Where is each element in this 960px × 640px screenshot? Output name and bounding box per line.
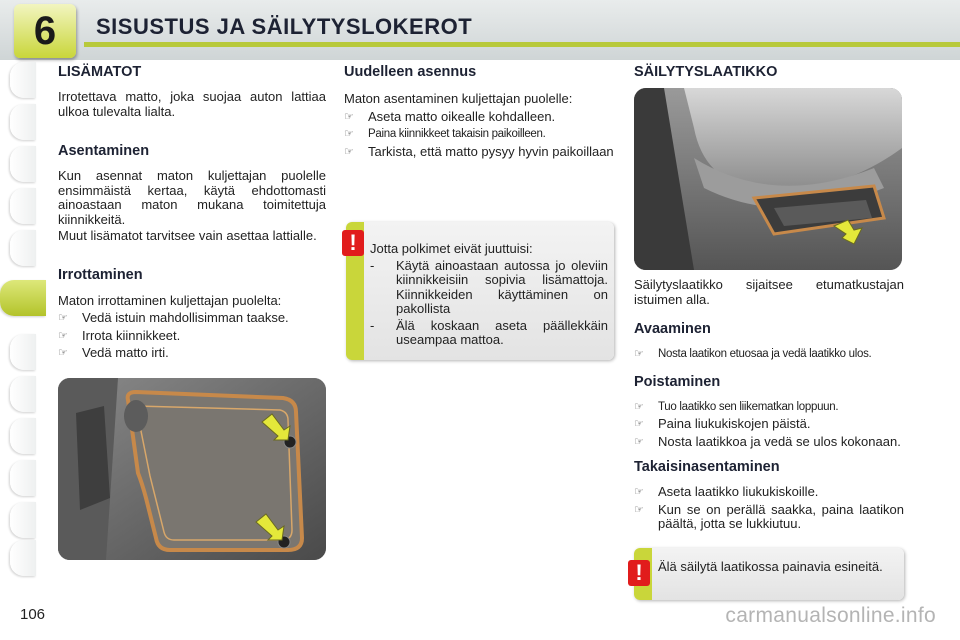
subsection-title-refitting-drawer: Takaisinasentaminen (634, 459, 780, 475)
list-item (58, 329, 326, 344)
list-item (634, 435, 904, 450)
storage-drawer-photo (634, 88, 902, 270)
list-item (370, 319, 608, 348)
install-text-2: Muut lisämatot tarvitsee vain asettaa lattialle. (58, 228, 317, 243)
pointing-hand-icon: ☞ (634, 400, 644, 413)
pointing-hand-icon: ☞ (344, 110, 354, 123)
pointing-hand-icon: ☞ (634, 418, 644, 430)
step-text: Vedä matto irti. (82, 345, 169, 360)
chapter-tab[interactable] (10, 502, 36, 538)
step-text: Nosta laatikkoa ja vedä se ulos kokonaan. (658, 433, 901, 449)
list-item (634, 417, 904, 432)
list-item (58, 346, 326, 361)
header-accent-line (84, 42, 960, 47)
step-text: Tuo laatikko sen liikematkan loppuun. (658, 400, 839, 413)
pedal-warning-box (346, 222, 614, 360)
chapter-tab[interactable] (10, 460, 36, 496)
list-item (634, 485, 904, 500)
storage-drawer-intro: Säilytyslaatikko sijaitsee etumatkustajan istuimen alla. (634, 277, 904, 307)
pointing-hand-icon: ☞ (58, 329, 68, 342)
dash-marker: - (370, 257, 375, 273)
section-title-storage-drawer: SÄILYTYSLAATIKKO (634, 64, 778, 80)
floor-mat-illustration (58, 378, 326, 560)
list-item (370, 259, 608, 317)
list-item (634, 503, 904, 532)
step-text: Nosta laatikon etuosaa ja vedä laatikko ulos. (658, 348, 872, 360)
chapter-tab-active[interactable] (0, 280, 46, 316)
pointing-hand-icon: ☞ (634, 435, 644, 448)
step-text: Aseta matto oikealle kohdalleen. (368, 108, 556, 124)
refitting-intro: Maton asentaminen kuljettajan puolelle: (344, 91, 573, 106)
column-refitting (344, 64, 614, 162)
chapter-number: 6 (33, 9, 57, 53)
drawer-removal-steps (634, 400, 904, 450)
warning-intro: Jotta polkimet eivät juuttuisi: (370, 241, 533, 256)
step-text: Paina kiinnikkeet takaisin paikoilleen. (368, 128, 546, 140)
opening-steps (634, 347, 904, 362)
section-title-refitting: Uudelleen asennus (344, 64, 477, 80)
drawer-refitting-steps (634, 485, 904, 532)
storage-drawer-illustration (634, 88, 902, 270)
list-item (344, 145, 614, 160)
chapter-tab[interactable] (10, 418, 36, 454)
list-item (58, 311, 326, 326)
install-text: Kun asennat maton kuljettajan puolelle ensimmäistä kertaa, käytä ehdottomasti ainoastaan maton mukana toimitettuja kiinnikkeitä. (58, 168, 326, 227)
step-text: Tarkista, että matto pysyy hyvin paikoillaan (368, 143, 614, 159)
removal-steps (58, 311, 326, 361)
step-text: Vedä istuin mahdollisimman taakse. (82, 310, 289, 325)
warning-list (370, 259, 608, 348)
pointing-hand-icon: ☞ (634, 348, 644, 360)
subsection-title-opening: Avaaminen (634, 321, 711, 337)
section-title-floor-mats: LISÄMATOT (58, 64, 142, 80)
watermark: carmanualsonline.info (725, 604, 936, 627)
pointing-hand-icon: ☞ (634, 503, 644, 516)
warning-content (370, 242, 608, 350)
chapter-tab[interactable] (10, 188, 36, 224)
floor-mat-photo (58, 378, 326, 560)
drawer-warning-text: Älä säilytä laatikossa painavia esineitä. (658, 559, 883, 574)
chapter-tab[interactable] (10, 334, 36, 370)
list-item (634, 400, 904, 415)
list-item (344, 127, 614, 142)
warning-item-text: Älä koskaan aseta päällekkäin useampaa mattoa. (396, 317, 608, 347)
dash-marker: - (370, 317, 375, 333)
column-storage-drawer (634, 64, 904, 80)
chapter-tab[interactable] (10, 104, 36, 140)
subsection-title-removal-drawer: Poistaminen (634, 373, 721, 390)
step-text: Aseta laatikko liukukiskoille. (658, 484, 819, 499)
storage-drawer-content (634, 278, 904, 535)
exclamation-icon: ! (628, 560, 650, 586)
list-item (344, 110, 614, 125)
subsection-title-removal: Irrottaminen (58, 266, 143, 283)
step-text: Irrota kiinnikkeet. (82, 327, 181, 343)
pointing-hand-icon: ☞ (634, 486, 644, 498)
step-text: Paina liukukiskojen päistä. (658, 416, 811, 431)
warning-item-text: Käytä ainoastaan autossa jo oleviin kiinnikkeisiin sopivia lisämattoja. Kiinnikkeiden käyttäminen on pakollista (396, 257, 608, 316)
pointing-hand-icon: ☞ (344, 145, 354, 158)
chapter-tabs (0, 62, 36, 577)
list-item (634, 347, 904, 362)
subsection-title-install: Asentaminen (58, 143, 150, 159)
chapter-tab[interactable] (10, 62, 36, 98)
chapter-tab[interactable] (10, 376, 36, 412)
chapter-tab[interactable] (10, 230, 36, 266)
pointing-hand-icon: ☞ (344, 128, 354, 140)
page-number: 106 (20, 606, 46, 623)
refitting-steps (344, 110, 614, 160)
column-floor-mats (58, 64, 326, 364)
drawer-warning-box (634, 548, 904, 600)
step-text: Kun se on perällä saakka, paina laatikon päältä, jotta se lukkiutuu. (658, 501, 904, 531)
floor-mats-intro: Irrotettava matto, joka suojaa auton lattiaa ulkoa tulevalta lialta. (58, 89, 326, 119)
pointing-hand-icon: ☞ (58, 312, 68, 324)
pointing-hand-icon: ☞ (58, 347, 68, 359)
exclamation-icon: ! (342, 230, 364, 256)
chapter-tab[interactable] (10, 540, 36, 576)
page-title: SISUSTUS JA SÄILYTYSLOKEROT (96, 14, 473, 39)
chapter-tab[interactable] (10, 146, 36, 182)
removal-intro: Maton irrottaminen kuljettajan puolelta: (58, 292, 282, 308)
